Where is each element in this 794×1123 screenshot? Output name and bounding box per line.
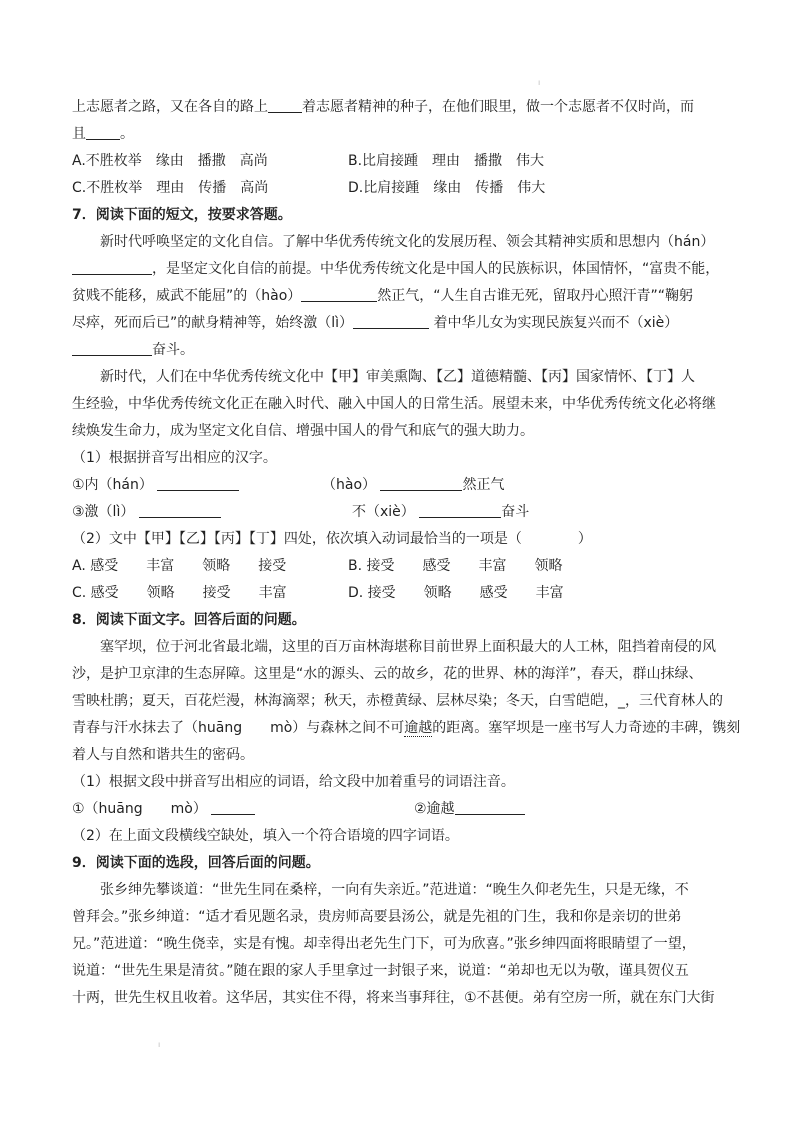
q7-fill-row-1: ①内（hán） （hào） 然正气 <box>72 472 722 499</box>
q7-subquestion-2: （2）文中【甲】【乙】【丙】【丁】四处，依次填入动词最恰当的一项是（ ） <box>72 531 592 547</box>
q7-subquestion-1: （1）根据拼音写出相应的汉字。 <box>72 450 277 466</box>
q8-subquestion-2: （2）在上面文段横线空缺处，填入一个符合语境的四字词语。 <box>72 828 459 844</box>
answer-blank[interactable] <box>353 312 429 329</box>
answer-blank[interactable] <box>157 474 239 491</box>
answer-blank[interactable] <box>72 258 152 275</box>
q7-options-row-2 <box>72 580 722 607</box>
q7-options-row-1 <box>72 553 722 580</box>
q7-option-c[interactable]: C. 感受 领略 接受 丰富 <box>72 585 287 601</box>
q6-option-c[interactable]: C.不胜枚举 理由 传播 高尚 <box>72 180 269 196</box>
q6-options-row-2 <box>72 175 722 202</box>
q8-subquestion-1: （1）根据文段中拼音写出相应的词语，给文段中加着重号的词语注音。 <box>72 774 515 790</box>
q7-option-b[interactable]: B. 接受 感受 丰富 领略 <box>348 558 563 574</box>
q9-paragraph-line: 曾拜会。”张乡绅道：“适才看见题名录，贵房师高要县汤公，就是先祖的门生，我和你是亲切的世弟 <box>72 909 682 925</box>
q7-paragraph-line: 新时代，人们在中华优秀传统文化中【甲】审美熏陶、【乙】道德精髓、【丙】国家情怀、【丁】人 <box>100 369 695 385</box>
answer-blank[interactable] <box>455 798 525 815</box>
answer-blank[interactable] <box>72 339 152 356</box>
q6-line-2: 且 。 <box>72 121 722 148</box>
q7-heading: 7．阅读下面的短文，按要求答题。 <box>72 207 292 223</box>
answer-blank[interactable] <box>86 123 120 140</box>
scan-mark: ı <box>538 78 541 87</box>
q7-paragraph-line: ，是坚定文化自信的前提。中华优秀传统文化是中国人的民族标识，体国情怀，“富贵不能， <box>72 256 722 283</box>
answer-blank[interactable] <box>268 96 302 113</box>
q8-paragraph-line: 青春与汗水抹去了（huāng mò）与森林之间不可逾越的距离。塞罕坝是一座书写人力奇迹的丰碑，镌刻 <box>72 720 741 736</box>
q9-heading: 9．阅读下面的选段，回答后面的问题。 <box>72 855 320 871</box>
q7-paragraph-line: 新时代呼唤坚定的文化自信。了解中华优秀传统文化的发展历程、领会其精神实质和思想内（hán） <box>100 234 715 250</box>
q7-paragraph-line: 奋斗。 <box>72 337 722 364</box>
scan-mark-bottom: ı <box>158 1040 161 1049</box>
q8-paragraph-line: 塞罕坝，位于河北省最北端，这里的百万亩林海堪称目前世界上面积最大的人工林，阻挡着南侵的风 <box>100 639 716 655</box>
q7-paragraph-line: 贫贱不能移，威武不能屈”的（hào） 然正气，“人生自古谁无死，留取丹心照汗青”“鞠躬 <box>72 283 722 310</box>
q7-fill-row-2: ③激（lì） 不（xiè） 奋斗 <box>72 499 722 526</box>
q7-option-d[interactable]: D. 接受 领略 感受 丰富 <box>348 585 564 601</box>
q7-paragraph-line: 尽瘁，死而后已”的献身精神等，始终激（lì） 着中华儿女为实现民族复兴而不（xiè） <box>72 310 722 337</box>
answer-blank[interactable] <box>419 501 501 518</box>
q9-paragraph-line: 兄。”范进道：“晚生侥幸，实是有愧。却幸得出老先生门下，可为欣喜。”张乡绅四面将眼睛望了一望， <box>72 936 696 952</box>
q6-line-1: 上志愿者之路，又在各自的路上 着志愿者精神的种子，在他们眼里，做一个志愿者不仅时尚，而 <box>72 94 722 121</box>
emphasized-word: 逾越 <box>404 720 433 736</box>
answer-blank[interactable] <box>301 285 377 302</box>
q6-option-d[interactable]: D.比肩接踵 缘由 传播 伟大 <box>348 180 546 196</box>
answer-blank[interactable] <box>139 501 221 518</box>
q9-paragraph-line: 十两，世先生权且收着。这华居，其实住不得，将来当事拜往，①不甚便。弟有空房一所，就在东门大街 <box>72 990 715 1006</box>
q8-paragraph-line: 着人与自然和谐共生的密码。 <box>72 747 254 763</box>
answer-blank[interactable] <box>211 798 255 815</box>
q6-option-b[interactable]: B.比肩接踵 理由 播撒 伟大 <box>348 153 545 169</box>
q7-paragraph-line: 生经验，中华优秀传统文化正在融入时代、融入中国人的日常生活。展望未来，中华优秀传统文化必将继 <box>72 396 716 412</box>
q6-option-a[interactable]: A.不胜枚举 缘由 播撒 高尚 <box>72 153 268 169</box>
q9-paragraph-line: 张乡绅先攀谈道：“世先生同在桑梓，一向有失亲近。”范进道：“晚生久仰老先生，只是无缘，不 <box>100 882 689 898</box>
q8-paragraph-line: 沙，是护卫京津的生态屏障。这里是“水的源头、云的故乡，花的世界、林的海洋”，春天，群山抹绿、 <box>72 666 703 682</box>
q6-options-row-1 <box>72 148 722 175</box>
answer-blank[interactable] <box>380 474 462 491</box>
q8-fill-row: ①（huāng mò） ②逾越 <box>72 796 722 823</box>
q9-paragraph-line: 说道：“世先生果是清贫。”随在跟的家人手里拿过一封银子来，说道：“弟却也无以为敬，谨具贺仪五 <box>72 963 689 979</box>
q8-paragraph-line: 雪映杜鹃；夏天，百花烂漫，林海滴翠；秋天，赤橙黄绿、层林尽染；冬天，白雪皑皑，_，三代育林人的 <box>72 693 723 709</box>
q7-paragraph-line: 续焕发生命力，成为坚定文化自信、增强中国人的骨气和底气的强大助力。 <box>72 423 534 439</box>
exam-page <box>72 94 741 1012</box>
q8-heading: 8．阅读下面文字。回答后面的问题。 <box>72 612 306 628</box>
q7-option-a[interactable]: A. 感受 丰富 领略 接受 <box>72 558 287 574</box>
